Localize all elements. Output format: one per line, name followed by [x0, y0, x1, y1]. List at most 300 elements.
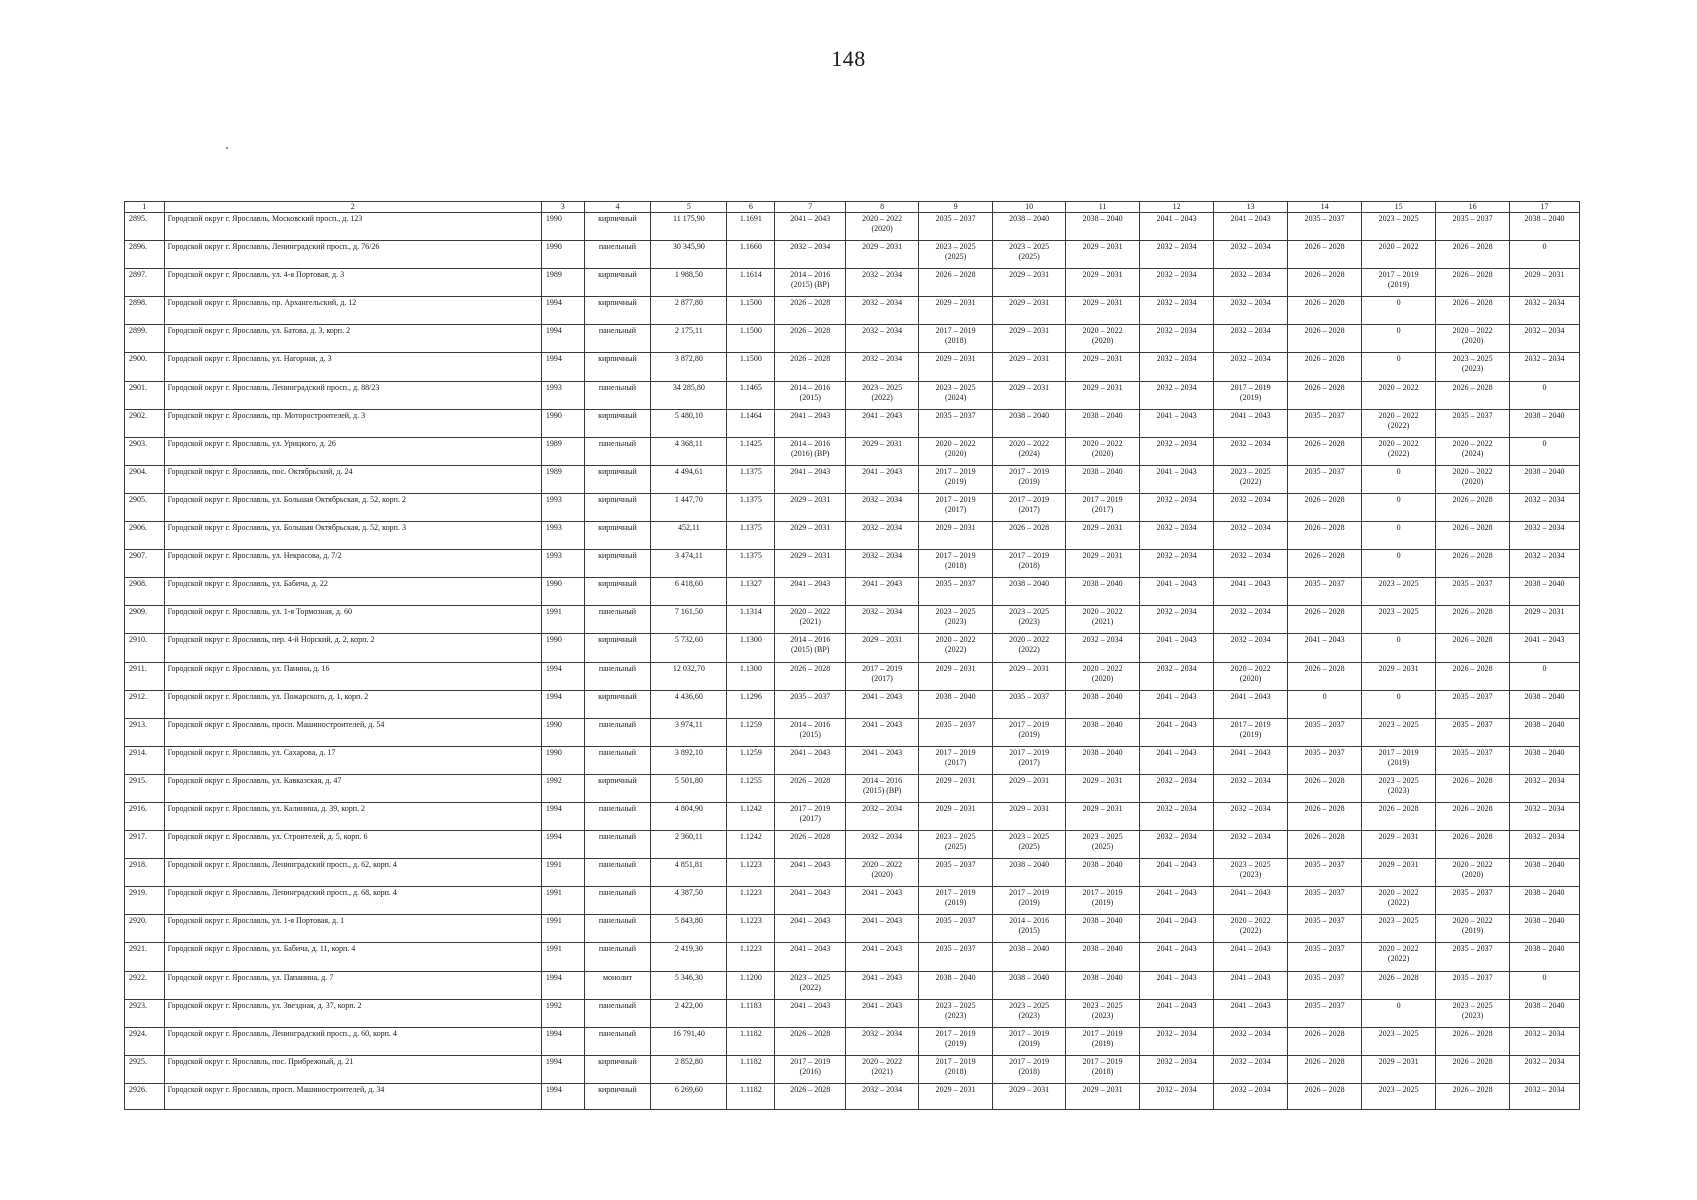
cell-coefficient: 1.1223: [727, 943, 775, 971]
cell-period-col-14: 2035 – 2037: [1288, 859, 1362, 887]
cell-period-col-10: 2020 – 2022 (2024): [993, 437, 1066, 465]
cell-coefficient: 1.1259: [727, 718, 775, 746]
column-header-9: 9: [919, 202, 993, 213]
cell-address: Городской округ г. Ярославль, пос. Прибрежный, д. 21: [164, 1055, 541, 1083]
table-row: [125, 465, 1580, 493]
cell-row-number: 2921.: [125, 943, 165, 971]
cell-build-year: 1993: [541, 550, 584, 578]
cell-wall-material: панельный: [584, 802, 651, 830]
cell-period-col-7: 2041 – 2043: [775, 409, 846, 437]
cell-period-col-15: 0: [1362, 353, 1436, 381]
table-row: [125, 915, 1580, 943]
cell-build-year: 1994: [541, 1083, 584, 1109]
cell-period-col-10: 2023 – 2025 (2025): [993, 241, 1066, 269]
cell-period-col-9: 2026 – 2028: [919, 269, 993, 297]
cell-period-col-16: 2026 – 2028: [1436, 550, 1510, 578]
cell-period-col-17: 2029 – 2031: [1510, 269, 1580, 297]
cell-build-year: 1994: [541, 802, 584, 830]
cell-period-col-11: 2017 – 2019 (2018): [1066, 1055, 1140, 1083]
cell-period-col-10: 2029 – 2031: [993, 269, 1066, 297]
cell-period-col-15: 2026 – 2028: [1362, 971, 1436, 999]
column-header-8: 8: [846, 202, 919, 213]
cell-row-number: 2913.: [125, 718, 165, 746]
cell-wall-material: кирпичный: [584, 409, 651, 437]
cell-period-col-17: 2038 – 2040: [1510, 718, 1580, 746]
cell-period-col-15: 2023 – 2025 (2023): [1362, 774, 1436, 802]
cell-build-year: 1994: [541, 971, 584, 999]
cell-period-col-13: 2032 – 2034: [1214, 353, 1288, 381]
column-header-16: 16: [1436, 202, 1510, 213]
table-row: [125, 241, 1580, 269]
cell-period-col-14: 2026 – 2028: [1288, 662, 1362, 690]
cell-period-col-15: 0: [1362, 325, 1436, 353]
cell-build-year: 1994: [541, 1027, 584, 1055]
cell-area: 4 436,60: [651, 690, 727, 718]
cell-build-year: 1994: [541, 1055, 584, 1083]
cell-period-col-10: 2017 – 2019 (2019): [993, 1027, 1066, 1055]
cell-period-col-15: 2023 – 2025: [1362, 1027, 1436, 1055]
cell-period-col-10: 2029 – 2031: [993, 662, 1066, 690]
cell-period-col-9: 2029 – 2031: [919, 802, 993, 830]
cell-wall-material: панельный: [584, 1027, 651, 1055]
cell-address: Городской округ г. Ярославль, ул. Калинина, д. 39, корп. 2: [164, 802, 541, 830]
cell-period-col-10: 2035 – 2037: [993, 690, 1066, 718]
cell-period-col-17: 2032 – 2034: [1510, 550, 1580, 578]
cell-build-year: 1990: [541, 409, 584, 437]
cell-period-col-10: 2029 – 2031: [993, 774, 1066, 802]
table-row: [125, 353, 1580, 381]
cell-period-col-11: 2029 – 2031: [1066, 522, 1140, 550]
cell-area: 1 447,70: [651, 493, 727, 521]
cell-period-col-16: 2026 – 2028: [1436, 493, 1510, 521]
table-row: [125, 774, 1580, 802]
cell-coefficient: 1.1500: [727, 325, 775, 353]
cell-area: 2 419,30: [651, 943, 727, 971]
cell-period-col-14: 2026 – 2028: [1288, 522, 1362, 550]
cell-period-col-15: 2023 – 2025: [1362, 213, 1436, 241]
cell-period-col-14: 2026 – 2028: [1288, 550, 1362, 578]
cell-period-col-11: 2029 – 2031: [1066, 381, 1140, 409]
cell-period-col-15: 0: [1362, 550, 1436, 578]
cell-address: Городской округ г. Ярославль, Ленинградский просп., д. 68, корп. 4: [164, 887, 541, 915]
cell-wall-material: панельный: [584, 662, 651, 690]
cell-period-col-7: 2029 – 2031: [775, 550, 846, 578]
cell-address: Городской округ г. Ярославль, ул. Бабича, д. 11, корп. 4: [164, 943, 541, 971]
cell-period-col-15: 2020 – 2022 (2022): [1362, 409, 1436, 437]
cell-area: 3 474,11: [651, 550, 727, 578]
cell-period-col-16: 2026 – 2028: [1436, 1027, 1510, 1055]
cell-period-col-12: 2041 – 2043: [1140, 465, 1214, 493]
cell-area: 4 387,50: [651, 887, 727, 915]
cell-period-col-7: 2017 – 2019 (2016): [775, 1055, 846, 1083]
cell-period-col-9: 2017 – 2019 (2019): [919, 465, 993, 493]
cell-period-col-13: 2017 – 2019 (2019): [1214, 718, 1288, 746]
cell-period-col-15: 0: [1362, 493, 1436, 521]
cell-period-col-12: 2032 – 2034: [1140, 241, 1214, 269]
cell-wall-material: панельный: [584, 859, 651, 887]
housing-repair-schedule-table: [124, 201, 1580, 1110]
cell-wall-material: кирпичный: [584, 690, 651, 718]
cell-period-col-13: 2032 – 2034: [1214, 325, 1288, 353]
cell-period-col-14: 2035 – 2037: [1288, 718, 1362, 746]
scan-speck: [226, 147, 228, 149]
cell-period-col-11: 2038 – 2040: [1066, 971, 1140, 999]
cell-period-col-9: 2017 – 2019 (2017): [919, 746, 993, 774]
cell-period-col-11: 2029 – 2031: [1066, 269, 1140, 297]
cell-build-year: 1993: [541, 493, 584, 521]
cell-period-col-7: 2026 – 2028: [775, 297, 846, 325]
cell-address: Городской округ г. Ярославль, ул. Строителей, д. 5, корп. 6: [164, 831, 541, 859]
cell-row-number: 2901.: [125, 381, 165, 409]
cell-period-col-11: 2029 – 2031: [1066, 353, 1140, 381]
cell-period-col-16: 2026 – 2028: [1436, 831, 1510, 859]
cell-row-number: 2920.: [125, 915, 165, 943]
cell-period-col-7: 2014 – 2016 (2015) (ВР): [775, 634, 846, 662]
table-row: [125, 634, 1580, 662]
cell-period-col-7: 2014 – 2016 (2016) (ВР): [775, 437, 846, 465]
cell-coefficient: 1.1314: [727, 606, 775, 634]
cell-period-col-9: 2017 – 2019 (2017): [919, 493, 993, 521]
table-row: [125, 971, 1580, 999]
cell-period-col-14: 2035 – 2037: [1288, 213, 1362, 241]
table-row: [125, 746, 1580, 774]
cell-row-number: 2907.: [125, 550, 165, 578]
cell-period-col-12: 2032 – 2034: [1140, 1055, 1214, 1083]
cell-period-col-15: 2017 – 2019 (2019): [1362, 746, 1436, 774]
cell-period-col-12: 2041 – 2043: [1140, 999, 1214, 1027]
cell-period-col-15: 2020 – 2022: [1362, 381, 1436, 409]
cell-period-col-7: 2026 – 2028: [775, 662, 846, 690]
cell-period-col-7: 2041 – 2043: [775, 859, 846, 887]
cell-build-year: 1994: [541, 353, 584, 381]
cell-period-col-17: 2032 – 2034: [1510, 802, 1580, 830]
cell-period-col-15: 2026 – 2028: [1362, 802, 1436, 830]
cell-address: Городской округ г. Ярославль, ул. Кавказская, д. 47: [164, 774, 541, 802]
cell-period-col-13: 2032 – 2034: [1214, 831, 1288, 859]
cell-wall-material: кирпичный: [584, 578, 651, 606]
cell-period-col-12: 2041 – 2043: [1140, 718, 1214, 746]
cell-coefficient: 1.1691: [727, 213, 775, 241]
cell-period-col-17: 2032 – 2034: [1510, 1027, 1580, 1055]
cell-period-col-16: 2035 – 2037: [1436, 746, 1510, 774]
cell-address: Городской округ г. Ярославль, ул. Панина, д. 16: [164, 662, 541, 690]
cell-area: 452,11: [651, 522, 727, 550]
cell-wall-material: кирпичный: [584, 1083, 651, 1109]
cell-period-col-17: 2038 – 2040: [1510, 409, 1580, 437]
cell-period-col-9: 2038 – 2040: [919, 690, 993, 718]
cell-build-year: 1991: [541, 606, 584, 634]
cell-row-number: 2908.: [125, 578, 165, 606]
cell-period-col-17: 0: [1510, 971, 1580, 999]
table-row: [125, 1027, 1580, 1055]
cell-period-col-15: 2023 – 2025: [1362, 578, 1436, 606]
cell-build-year: 1994: [541, 831, 584, 859]
cell-period-col-8: 2032 – 2034: [846, 269, 919, 297]
cell-wall-material: панельный: [584, 437, 651, 465]
cell-period-col-11: 2038 – 2040: [1066, 718, 1140, 746]
column-header-2: 2: [164, 202, 541, 213]
cell-period-col-7: 2026 – 2028: [775, 325, 846, 353]
cell-build-year: 1990: [541, 634, 584, 662]
table-row: [125, 690, 1580, 718]
cell-period-col-17: 2032 – 2034: [1510, 353, 1580, 381]
cell-period-col-15: 2023 – 2025: [1362, 915, 1436, 943]
cell-period-col-8: 2041 – 2043: [846, 971, 919, 999]
cell-period-col-12: 2032 – 2034: [1140, 831, 1214, 859]
cell-period-col-8: 2020 – 2022 (2021): [846, 1055, 919, 1083]
cell-area: 3 892,10: [651, 746, 727, 774]
cell-period-col-10: 2029 – 2031: [993, 353, 1066, 381]
cell-row-number: 2897.: [125, 269, 165, 297]
column-number-row: [125, 202, 1580, 213]
cell-period-col-13: 2041 – 2043: [1214, 971, 1288, 999]
cell-period-col-14: 2026 – 2028: [1288, 437, 1362, 465]
cell-row-number: 2919.: [125, 887, 165, 915]
cell-period-col-7: 2041 – 2043: [775, 999, 846, 1027]
table-row: [125, 887, 1580, 915]
cell-address: Городской округ г. Ярославль, ул. Пожарского, д. 1, корп. 2: [164, 690, 541, 718]
cell-period-col-17: 2032 – 2034: [1510, 831, 1580, 859]
cell-period-col-15: 2020 – 2022 (2022): [1362, 887, 1436, 915]
cell-row-number: 2910.: [125, 634, 165, 662]
cell-period-col-10: 2017 – 2019 (2019): [993, 718, 1066, 746]
cell-wall-material: панельный: [584, 999, 651, 1027]
cell-coefficient: 1.1296: [727, 690, 775, 718]
cell-row-number: 2915.: [125, 774, 165, 802]
cell-row-number: 2896.: [125, 241, 165, 269]
cell-period-col-9: 2017 – 2019 (2019): [919, 887, 993, 915]
cell-period-col-8: 2032 – 2034: [846, 522, 919, 550]
cell-row-number: 2904.: [125, 465, 165, 493]
cell-area: 34 285,80: [651, 381, 727, 409]
cell-period-col-15: 0: [1362, 465, 1436, 493]
cell-wall-material: панельный: [584, 718, 651, 746]
cell-period-col-12: 2032 – 2034: [1140, 493, 1214, 521]
cell-coefficient: 1.1182: [727, 1055, 775, 1083]
cell-period-col-10: 2017 – 2019 (2019): [993, 465, 1066, 493]
cell-row-number: 2923.: [125, 999, 165, 1027]
cell-period-col-11: 2038 – 2040: [1066, 690, 1140, 718]
cell-coefficient: 1.1465: [727, 381, 775, 409]
cell-period-col-12: 2041 – 2043: [1140, 943, 1214, 971]
table-body: [125, 213, 1580, 1110]
cell-period-col-8: 2032 – 2034: [846, 606, 919, 634]
cell-period-col-8: 2032 – 2034: [846, 802, 919, 830]
cell-row-number: 2899.: [125, 325, 165, 353]
cell-period-col-9: 2017 – 2019 (2018): [919, 550, 993, 578]
cell-address: Городской округ г. Ярославль, просп. Машиностроителей, д. 54: [164, 718, 541, 746]
cell-period-col-8: 2020 – 2022 (2020): [846, 859, 919, 887]
cell-period-col-14: 2026 – 2028: [1288, 297, 1362, 325]
cell-period-col-12: 2041 – 2043: [1140, 634, 1214, 662]
cell-area: 2 852,80: [651, 1055, 727, 1083]
cell-period-col-16: 2026 – 2028: [1436, 297, 1510, 325]
cell-period-col-7: 2032 – 2034: [775, 241, 846, 269]
cell-period-col-13: 2041 – 2043: [1214, 943, 1288, 971]
cell-area: 6 269,60: [651, 1083, 727, 1109]
cell-coefficient: 1.1500: [727, 297, 775, 325]
cell-period-col-14: 2026 – 2028: [1288, 606, 1362, 634]
column-header-17: 17: [1510, 202, 1580, 213]
cell-period-col-11: 2023 – 2025 (2023): [1066, 999, 1140, 1027]
cell-period-col-16: 2026 – 2028: [1436, 269, 1510, 297]
cell-period-col-14: 2035 – 2037: [1288, 915, 1362, 943]
cell-period-col-12: 2032 – 2034: [1140, 802, 1214, 830]
cell-build-year: 1990: [541, 213, 584, 241]
cell-build-year: 1994: [541, 690, 584, 718]
cell-build-year: 1990: [541, 746, 584, 774]
cell-period-col-13: 2032 – 2034: [1214, 802, 1288, 830]
cell-row-number: 2895.: [125, 213, 165, 241]
cell-wall-material: кирпичный: [584, 297, 651, 325]
cell-period-col-12: 2032 – 2034: [1140, 437, 1214, 465]
cell-build-year: 1991: [541, 915, 584, 943]
cell-period-col-17: 0: [1510, 437, 1580, 465]
cell-period-col-14: 2026 – 2028: [1288, 325, 1362, 353]
cell-period-col-10: 2017 – 2019 (2018): [993, 1055, 1066, 1083]
cell-period-col-7: 2041 – 2043: [775, 213, 846, 241]
cell-area: 2 175,11: [651, 325, 727, 353]
cell-area: 11 175,90: [651, 213, 727, 241]
cell-period-col-9: 2035 – 2037: [919, 578, 993, 606]
cell-period-col-11: 2029 – 2031: [1066, 774, 1140, 802]
cell-period-col-16: 2026 – 2028: [1436, 522, 1510, 550]
cell-period-col-7: 2041 – 2043: [775, 746, 846, 774]
cell-period-col-10: 2026 – 2028: [993, 522, 1066, 550]
cell-period-col-14: 2035 – 2037: [1288, 999, 1362, 1027]
cell-period-col-15: 2029 – 2031: [1362, 831, 1436, 859]
cell-wall-material: кирпичный: [584, 634, 651, 662]
page-number: 148: [831, 46, 866, 71]
cell-address: Городской округ г. Ярославль, ул. Сахарова, д. 17: [164, 746, 541, 774]
cell-period-col-8: 2032 – 2034: [846, 1027, 919, 1055]
cell-period-col-16: 2035 – 2037: [1436, 887, 1510, 915]
cell-period-col-8: 2032 – 2034: [846, 1083, 919, 1109]
table-row: [125, 578, 1580, 606]
cell-wall-material: панельный: [584, 746, 651, 774]
cell-period-col-17: 2032 – 2034: [1510, 493, 1580, 521]
cell-area: 4 851,81: [651, 859, 727, 887]
cell-wall-material: панельный: [584, 831, 651, 859]
cell-period-col-10: 2029 – 2031: [993, 802, 1066, 830]
cell-period-col-7: 2014 – 2016 (2015) (ВР): [775, 269, 846, 297]
cell-build-year: 1990: [541, 718, 584, 746]
cell-coefficient: 1.1300: [727, 634, 775, 662]
cell-build-year: 1992: [541, 999, 584, 1027]
cell-period-col-11: 2038 – 2040: [1066, 915, 1140, 943]
cell-period-col-11: 2029 – 2031: [1066, 802, 1140, 830]
cell-wall-material: панельный: [584, 606, 651, 634]
cell-period-col-9: 2035 – 2037: [919, 213, 993, 241]
cell-wall-material: панельный: [584, 915, 651, 943]
cell-area: 30 345,90: [651, 241, 727, 269]
cell-period-col-15: 0: [1362, 634, 1436, 662]
cell-period-col-11: 2020 – 2022 (2020): [1066, 437, 1140, 465]
cell-address: Городской округ г. Ярославль, ул. Бабича, д. 22: [164, 578, 541, 606]
cell-period-col-16: 2035 – 2037: [1436, 943, 1510, 971]
cell-row-number: 2903.: [125, 437, 165, 465]
cell-build-year: 1990: [541, 241, 584, 269]
cell-period-col-11: 2017 – 2019 (2019): [1066, 1027, 1140, 1055]
cell-period-col-9: 2017 – 2019 (2018): [919, 1055, 993, 1083]
cell-period-col-16: 2026 – 2028: [1436, 802, 1510, 830]
cell-address: Городской округ г. Ярославль, пер. 4-й Норский, д. 2, корп. 2: [164, 634, 541, 662]
cell-period-col-12: 2032 – 2034: [1140, 353, 1214, 381]
cell-period-col-16: 2035 – 2037: [1436, 578, 1510, 606]
cell-area: 2 422,00: [651, 999, 727, 1027]
cell-period-col-13: 2032 – 2034: [1214, 269, 1288, 297]
cell-coefficient: 1.1200: [727, 971, 775, 999]
cell-period-col-10: 2029 – 2031: [993, 1083, 1066, 1109]
cell-row-number: 2905.: [125, 493, 165, 521]
cell-build-year: 1992: [541, 774, 584, 802]
table-row: [125, 409, 1580, 437]
cell-period-col-8: 2032 – 2034: [846, 550, 919, 578]
cell-period-col-14: 2035 – 2037: [1288, 409, 1362, 437]
cell-address: Городской округ г. Ярославль, пос. Октябрьский, д. 24: [164, 465, 541, 493]
cell-address: Городской округ г. Ярославль, ул. 1-я Тормозная, д. 60: [164, 606, 541, 634]
cell-period-col-10: 2023 – 2025 (2025): [993, 831, 1066, 859]
cell-period-col-17: 2038 – 2040: [1510, 915, 1580, 943]
column-header-6: 6: [727, 202, 775, 213]
cell-period-col-17: 2032 – 2034: [1510, 1055, 1580, 1083]
cell-period-col-14: 2026 – 2028: [1288, 353, 1362, 381]
cell-period-col-15: 2023 – 2025: [1362, 606, 1436, 634]
cell-period-col-8: 2029 – 2031: [846, 437, 919, 465]
cell-period-col-17: 2038 – 2040: [1510, 746, 1580, 774]
cell-wall-material: кирпичный: [584, 213, 651, 241]
cell-period-col-16: 2026 – 2028: [1436, 606, 1510, 634]
cell-period-col-9: 2035 – 2037: [919, 859, 993, 887]
cell-period-col-12: 2032 – 2034: [1140, 269, 1214, 297]
cell-period-col-7: 2029 – 2031: [775, 493, 846, 521]
cell-address: Городской округ г. Ярославль, ул. 1-я Портовая, д. 1: [164, 915, 541, 943]
cell-period-col-10: 2029 – 2031: [993, 381, 1066, 409]
cell-period-col-10: 2038 – 2040: [993, 578, 1066, 606]
cell-area: 5 346,30: [651, 971, 727, 999]
cell-period-col-9: 2023 – 2025 (2025): [919, 241, 993, 269]
cell-build-year: 1991: [541, 943, 584, 971]
cell-area: 16 791,40: [651, 1027, 727, 1055]
table-row: [125, 718, 1580, 746]
cell-period-col-7: 2017 – 2019 (2017): [775, 802, 846, 830]
cell-row-number: 2925.: [125, 1055, 165, 1083]
cell-period-col-14: 2026 – 2028: [1288, 774, 1362, 802]
cell-build-year: 1989: [541, 269, 584, 297]
cell-area: 6 418,60: [651, 578, 727, 606]
cell-row-number: 2922.: [125, 971, 165, 999]
cell-period-col-8: 2041 – 2043: [846, 718, 919, 746]
cell-wall-material: кирпичный: [584, 269, 651, 297]
table-header: [125, 202, 1580, 213]
cell-period-col-10: 2014 – 2016 (2015): [993, 915, 1066, 943]
cell-period-col-11: 2020 – 2022 (2021): [1066, 606, 1140, 634]
cell-period-col-15: 0: [1362, 522, 1436, 550]
cell-period-col-9: 2035 – 2037: [919, 943, 993, 971]
cell-period-col-16: 2035 – 2037: [1436, 690, 1510, 718]
cell-coefficient: 1.1255: [727, 774, 775, 802]
cell-wall-material: кирпичный: [584, 522, 651, 550]
table-row: [125, 943, 1580, 971]
cell-period-col-10: 2038 – 2040: [993, 213, 1066, 241]
cell-period-col-7: 2026 – 2028: [775, 831, 846, 859]
cell-period-col-13: 2041 – 2043: [1214, 409, 1288, 437]
cell-period-col-11: 2029 – 2031: [1066, 550, 1140, 578]
cell-coefficient: 1.1464: [727, 409, 775, 437]
cell-period-col-12: 2041 – 2043: [1140, 409, 1214, 437]
cell-area: 4 804,90: [651, 802, 727, 830]
cell-period-col-10: 2029 – 2031: [993, 297, 1066, 325]
